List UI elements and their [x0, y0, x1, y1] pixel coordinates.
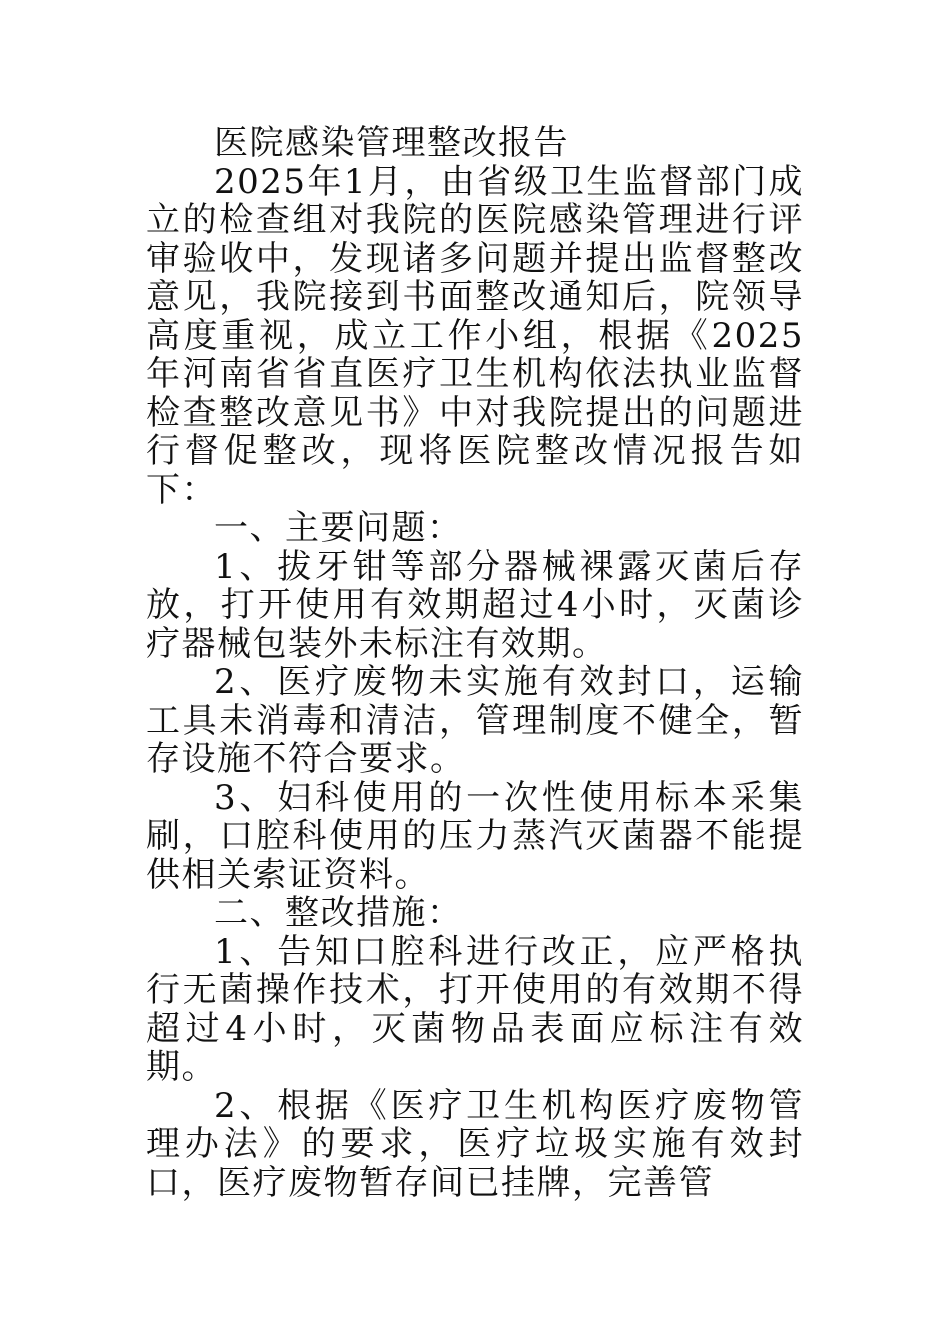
- document-page: [146, 124, 804, 1202]
- section-heading-measures: 二、整改措施：: [214, 893, 463, 933]
- problem-item-2: 2、医疗废物未实施有效封口，运输工具未消毒和清洁，管理制度不健全，暂存设施不符合要求。: [146, 662, 804, 779]
- section-heading-problems: 一、主要问题：: [214, 508, 463, 548]
- document-title: 医院感染管理整改报告: [214, 123, 569, 163]
- problem-item-1: 1、拔牙钳等部分器械裸露灭菌后存放，打开使用有效期超过4小时，灭菌诊疗器械包装外未标注有效期。: [146, 546, 804, 664]
- intro-paragraph: 2025年1月，由省级卫生监督部门成立的检查组对我院的医院感染管理进行评审验收中，发现诸多问题并提出监督整改意见，我院接到书面整改通知后，院领导高度重视，成立工作小组，根据《2025年河南省省直医疗卫生机构依法执业监督检查整改意见书》中对我院提出的问题进行督促整改，现将医院整改情况报告如下：: [146, 161, 804, 510]
- problem-item-3: 3、妇科使用的一次性使用标本采集刷，口腔科使用的压力蒸汽灭菌器不能提供相关索证资料。: [146, 777, 804, 895]
- measure-item-2: 2、根据《医疗卫生机构医疗废物管理办法》的要求，医疗垃圾实施有效封口，医疗废物暂存间已挂牌，完善管: [146, 1085, 804, 1203]
- measure-item-1: 1、告知口腔科进行改正，应严格执行无菌操作技术，打开使用的有效期不得超过4小时，灭菌物品表面应标注有效期。: [146, 931, 804, 1087]
